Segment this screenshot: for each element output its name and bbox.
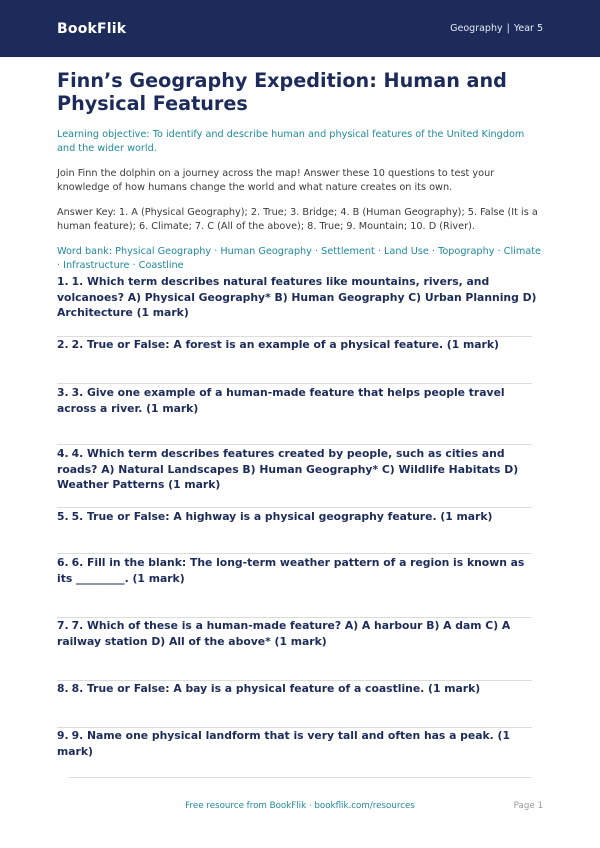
learning-objective: Learning objective: To identify and describe human and physical features of the United Kingdom and the wider world. (57, 129, 525, 154)
answer-line-5 (57, 553, 532, 554)
question-number: 9. (57, 729, 69, 742)
question-number: 5. (57, 510, 69, 523)
question-number: 1. (57, 275, 69, 288)
answer-line-4 (57, 507, 532, 508)
intro-text: Join Finn the dolphin on a journey across the map! Answer these 10 questions to test your knowledge of how humans change the world and what nature creates on its own. (57, 168, 495, 193)
question-7 (57, 618, 543, 649)
meta-separator: | (506, 23, 510, 34)
footer-divider (68, 777, 532, 778)
question-8 (57, 681, 543, 697)
question-4 (57, 446, 543, 493)
question-9 (57, 728, 543, 759)
question-text: 3. Give one example of a human-made feature that helps people travel across a river. (1 mark) (57, 386, 505, 415)
header-bar (0, 0, 600, 57)
brand-logo-text[interactable]: BookFlik (57, 20, 127, 37)
question-text: 5. True or False: A highway is a physical geography feature. (1 mark) (71, 510, 493, 523)
question-number: 2. (57, 338, 69, 351)
question-text: 1. Which term describes natural features like mountains, rivers, and volcanoes? A) Physical Geography* B) Human Geography C) Urban Planning D) Architecture (1 mark) (57, 275, 537, 319)
question-number: 8. (57, 682, 69, 695)
question-text: 4. Which term describes features created by people, such as cities and roads? A) Natural Landscapes B) Human Geography* C) Wildlife Habitats D) Weather Patterns (1 mark) (57, 447, 519, 491)
question-1 (57, 274, 543, 321)
question-5 (57, 509, 543, 525)
question-number: 4. (57, 447, 69, 460)
footer-text[interactable]: Free resource from BookFlik · bookflik.com/resources (185, 801, 415, 811)
question-2 (57, 337, 543, 353)
question-6 (57, 555, 543, 586)
question-text: 6. Fill in the blank: The long-term weather pattern of a region is known as its _________. (1 mark) (57, 556, 525, 585)
answer-line-3 (57, 444, 532, 445)
worksheet-body (0, 69, 600, 273)
subject-label: Geography (450, 23, 503, 34)
question-number: 3. (57, 386, 69, 399)
header-meta (450, 23, 543, 34)
word-bank: Word bank: Physical Geography · Human Geography · Settlement · Land Use · Topography · Climate · Infrastructure · Coastline (57, 246, 541, 271)
page-title: Finn’s Geography Expedition: Human and Physical Features (57, 69, 507, 115)
year-label: Year 5 (513, 23, 543, 34)
question-text: 2. True or False: A forest is an example of a physical feature. (1 mark) (71, 338, 499, 351)
question-text: 7. Which of these is a human-made feature? A) A harbour B) A dam C) A railway station D) All of the above* (1 mark) (57, 619, 511, 648)
question-number: 6. (57, 556, 69, 569)
answer-key: Answer Key: 1. A (Physical Geography); 2. True; 3. Bridge; 4. B (Human Geography); 5. False (It is a human feature); 6. Climate; 7. C (All of the above); 8. True; 9. Mountain; 10. D (River). (57, 207, 538, 232)
question-3 (57, 385, 543, 416)
page-number: Page 1 (513, 801, 543, 811)
answer-line-2 (57, 383, 532, 384)
question-number: 7. (57, 619, 69, 632)
question-text: 9. Name one physical landform that is very tall and often has a peak. (1 mark) (57, 729, 510, 758)
question-text: 8. True or False: A bay is a physical feature of a coastline. (1 mark) (71, 682, 481, 695)
